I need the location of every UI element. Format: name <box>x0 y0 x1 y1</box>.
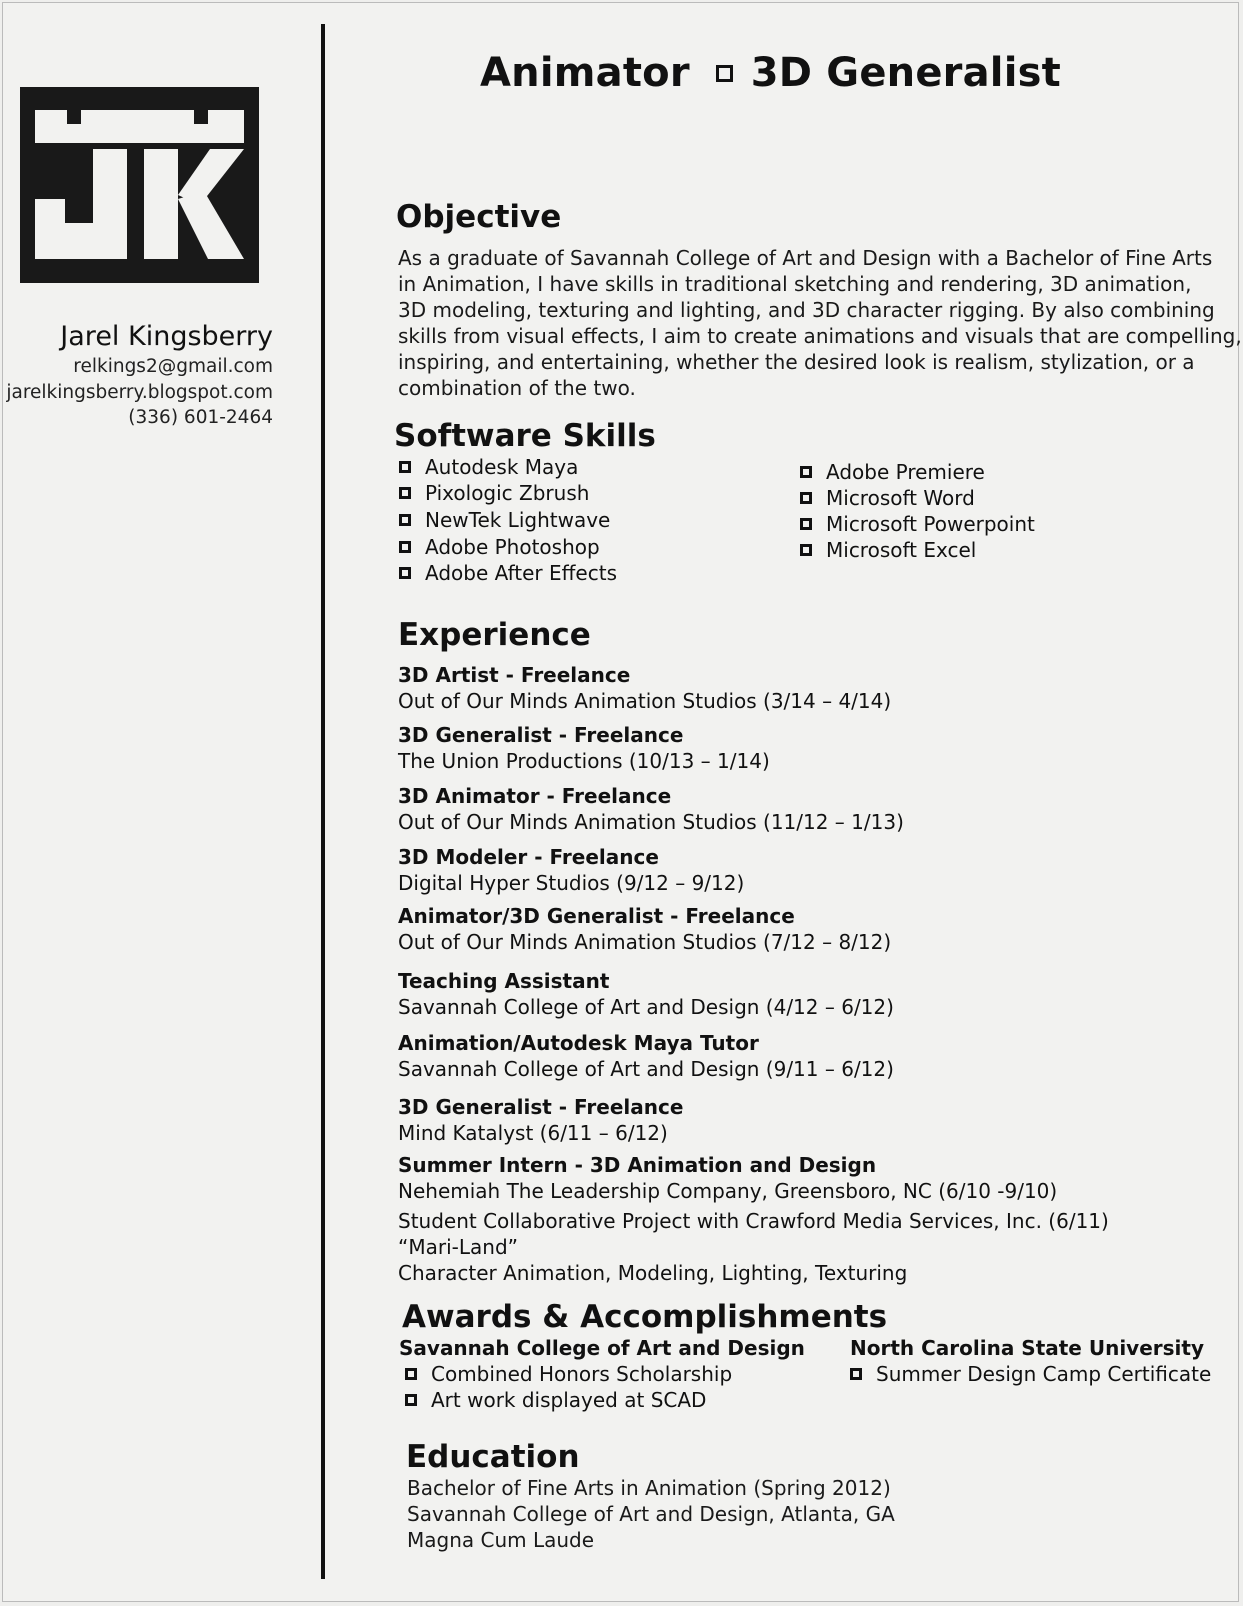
experience-item <box>398 662 1198 714</box>
award-institution: North Carolina State University <box>850 1336 1204 1360</box>
education-heading: Education <box>406 1439 580 1475</box>
skills-list-right <box>800 459 1035 563</box>
job-org: Savannah College of Art and Design (4/12 – 6/12) <box>398 995 894 1019</box>
experience-item <box>398 783 1198 835</box>
job-role: 3D Modeler - Freelance <box>398 845 659 869</box>
job-org: Nehemiah The Leadership Company, Greensboro, NC (6/10 -9/10) <box>398 1179 1058 1203</box>
list-item: Microsoft Powerpoint <box>800 511 1035 537</box>
objective-line: inspiring, and entertaining, whether the desired look is realism, stylization, or a <box>398 350 1195 374</box>
experience-item <box>398 1030 1198 1082</box>
experience-item <box>398 903 1198 955</box>
award-institution: Savannah College of Art and Design <box>399 1336 805 1360</box>
square-bullet-icon <box>800 492 812 504</box>
square-bullet-icon <box>405 1394 417 1406</box>
job-org: Out of Our Minds Animation Studios (11/12 – 1/13) <box>398 810 904 834</box>
job-role: 3D Artist - Freelance <box>398 663 631 687</box>
objective-line: As a graduate of Savannah College of Art and Design with a Bachelor of Fine Arts <box>398 246 1213 270</box>
list-item: Pixologic Zbrush <box>399 480 617 506</box>
list-item: Adobe Premiere <box>800 459 1035 485</box>
square-bullet-icon <box>800 518 812 530</box>
job-role: 3D Animator - Freelance <box>398 784 672 808</box>
education-line: Savannah College of Art and Design, Atlanta, GA <box>407 1502 895 1526</box>
job-role: Animator/3D Generalist - Freelance <box>398 904 795 928</box>
square-bullet-icon <box>399 487 411 499</box>
square-bullet-icon <box>399 541 411 553</box>
objective-line: in Animation, I have skills in traditional sketching and rendering, 3D animation, <box>398 272 1192 296</box>
experience-item <box>398 844 1198 896</box>
objective-text <box>398 245 1242 401</box>
objective-line: combination of the two. <box>398 376 636 400</box>
project-title: “Mari-Land” <box>398 1235 518 1259</box>
list-item: Combined Honors Scholarship <box>405 1361 805 1387</box>
square-bullet-icon <box>399 567 411 579</box>
page-title <box>480 50 1061 96</box>
vertical-divider <box>321 24 325 1579</box>
list-item: NewTek Lightwave <box>399 506 617 534</box>
square-bullet-icon <box>399 461 411 473</box>
square-bullet-icon <box>850 1368 862 1380</box>
job-role: Teaching Assistant <box>398 969 610 993</box>
list-item: Art work displayed at SCAD <box>405 1387 805 1413</box>
job-org: The Union Productions (10/13 – 1/14) <box>398 749 770 773</box>
project-line: Student Collaborative Project with Crawford Media Services, Inc. (6/11) <box>398 1209 1109 1233</box>
education-line: Magna Cum Laude <box>407 1528 595 1552</box>
skills-list-left <box>399 454 617 586</box>
title-animator: Animator <box>480 50 690 96</box>
candidate-name: Jarel Kingsberry <box>60 321 273 352</box>
objective-heading: Objective <box>396 199 562 235</box>
experience-item <box>398 968 1198 1020</box>
education-line: Bachelor of Fine Arts in Animation (Spring 2012) <box>407 1476 891 1500</box>
list-item: Summer Design Camp Certificate <box>850 1361 1211 1387</box>
square-bullet-icon <box>716 65 733 82</box>
square-bullet-icon <box>405 1368 417 1380</box>
software-skills-heading: Software Skills <box>394 418 656 454</box>
contact-block <box>6 320 273 431</box>
list-item: Adobe Photoshop <box>399 534 617 560</box>
list-item: Microsoft Word <box>800 485 1035 511</box>
square-bullet-icon <box>399 514 411 526</box>
objective-line: skills from visual effects, I aim to create animations and visuals that are compelling, <box>398 324 1242 348</box>
awards-scad <box>399 1335 805 1413</box>
job-org: Digital Hyper Studios (9/12 – 9/12) <box>398 871 745 895</box>
experience-item-intern <box>398 1152 1198 1286</box>
job-org: Savannah College of Art and Design (9/11 – 6/12) <box>398 1057 894 1081</box>
objective-line: 3D modeling, texturing and lighting, and 3D character rigging. By also combining <box>398 298 1215 322</box>
awards-heading: Awards & Accomplishments <box>402 1299 888 1335</box>
title-generalist: 3D Generalist <box>750 50 1061 96</box>
job-role: Animation/Autodesk Maya Tutor <box>398 1031 759 1055</box>
website-link[interactable]: jarelkingsberry.blogspot.com <box>6 381 273 403</box>
project-skills: Character Animation, Modeling, Lighting, Texturing <box>398 1261 908 1285</box>
job-org: Mind Katalyst (6/11 – 6/12) <box>398 1121 668 1145</box>
jk-logo <box>20 87 259 283</box>
phone-number: (336) 601-2464 <box>128 407 273 428</box>
experience-item <box>398 722 1198 774</box>
square-bullet-icon <box>800 466 812 478</box>
education-block <box>407 1475 895 1553</box>
jk-monogram-icon <box>20 87 259 283</box>
email-link[interactable]: relkings2@gmail.com <box>73 356 273 377</box>
square-bullet-icon <box>800 544 812 556</box>
job-role: Summer Intern - 3D Animation and Design <box>398 1153 877 1177</box>
list-item: Microsoft Excel <box>800 537 1035 563</box>
job-org: Out of Our Minds Animation Studios (3/14 – 4/14) <box>398 689 892 713</box>
list-item: Autodesk Maya <box>399 454 617 480</box>
list-item: Adobe After Effects <box>399 560 617 586</box>
experience-heading: Experience <box>398 617 591 653</box>
job-role: 3D Generalist - Freelance <box>398 723 684 747</box>
job-org: Out of Our Minds Animation Studios (7/12 – 8/12) <box>398 930 892 954</box>
job-role: 3D Generalist - Freelance <box>398 1095 684 1119</box>
awards-ncsu <box>850 1335 1211 1387</box>
experience-item <box>398 1094 1198 1146</box>
